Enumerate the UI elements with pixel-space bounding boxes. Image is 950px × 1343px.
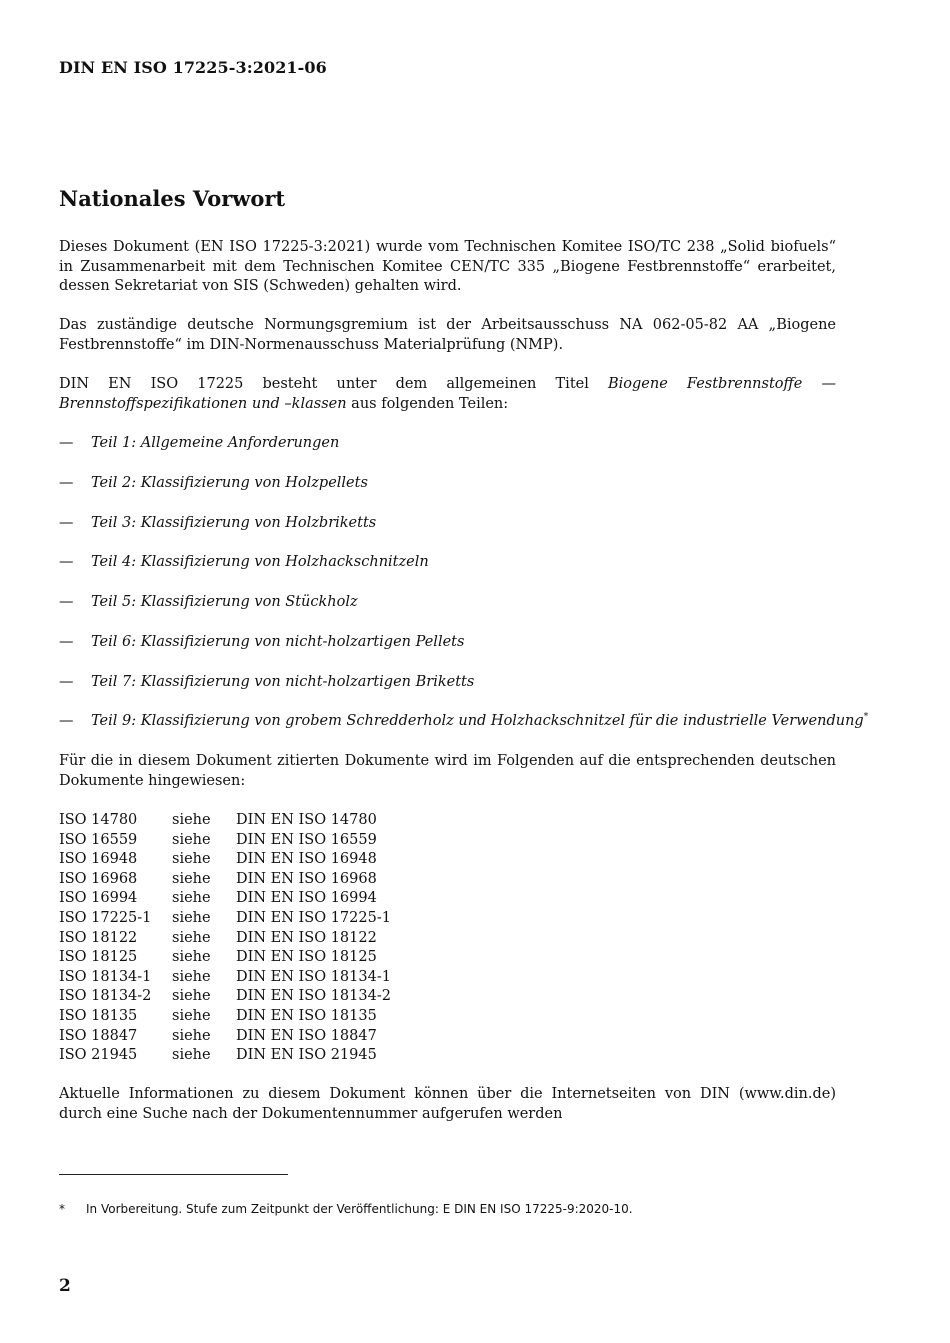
document-body	[59, 238, 869, 1124]
table-row	[59, 1046, 391, 1066]
reference-table	[59, 811, 391, 1066]
table-row	[59, 850, 391, 870]
din-number: DIN EN ISO 18135	[236, 1007, 377, 1024]
see-label: siehe	[172, 1007, 211, 1024]
table-row	[59, 811, 391, 831]
din-number: DIN EN ISO 16968	[236, 870, 377, 887]
iso-number: ISO 16968	[59, 870, 138, 887]
see-label: siehe	[172, 909, 211, 926]
table-row	[59, 948, 391, 968]
iso-number: ISO 18122	[59, 929, 138, 946]
parts-list	[59, 434, 869, 732]
din-number: DIN EN ISO 21945	[236, 1047, 377, 1064]
parts-intro-title: Biogene Festbrennstoffe — Brennstoffspezifikationen und –klassen	[59, 376, 836, 412]
parts-intro-text: DIN EN ISO 17225 besteht unter dem allgemeinen Titel	[59, 376, 608, 393]
part-title	[91, 712, 868, 732]
see-label: siehe	[172, 949, 211, 966]
list-item	[59, 474, 836, 494]
table-row	[59, 1027, 391, 1047]
see-label: siehe	[172, 968, 211, 985]
see-label: siehe	[172, 851, 211, 868]
footnote-reference: *	[863, 712, 869, 723]
reference-table-body	[59, 811, 391, 1066]
see-label: siehe	[172, 811, 211, 828]
list-item	[59, 633, 836, 653]
din-number: DIN EN ISO 18122	[236, 929, 377, 946]
paragraph-committee: Dieses Dokument (EN ISO 17225-3:2021) wurde vom Technischen Komitee ISO/TC 238 „Solid biofuels“ in Zusammenarbeit mit dem Technischen Komitee CEN/TC 335 „Biogene Festbrennstoffe“ erarbeitet, dessen Sekretariat von SIS (Schweden) gehalten wird.	[59, 239, 836, 295]
see-label: siehe	[172, 870, 211, 887]
dash-bullet: —	[59, 633, 74, 650]
footnote-text: In Vorbereitung. Stufe zum Zeitpunkt der Veröffentlichung: E DIN EN ISO 17225-9:2020-10.	[86, 1202, 633, 1216]
iso-number: ISO 18134-2	[59, 988, 152, 1005]
iso-number: ISO 18135	[59, 1007, 138, 1024]
see-label: siehe	[172, 929, 211, 946]
iso-number: ISO 18125	[59, 949, 138, 966]
dash-bullet: —	[59, 434, 74, 451]
paragraph-parts-intro	[59, 375, 836, 414]
footnote	[59, 1202, 633, 1216]
see-label: siehe	[172, 1027, 211, 1044]
din-number: DIN EN ISO 18125	[236, 949, 377, 966]
part-title: Teil 1: Allgemeine Anforderungen	[91, 434, 340, 451]
iso-number: ISO 18134-1	[59, 968, 152, 985]
iso-number: ISO 17225-1	[59, 909, 152, 926]
din-number: DIN EN ISO 18134-2	[236, 988, 391, 1005]
see-label: siehe	[172, 988, 211, 1005]
dash-bullet: —	[59, 713, 74, 730]
list-item	[59, 434, 836, 454]
table-row	[59, 1007, 391, 1027]
part-title: Teil 2: Klassifizierung von Holzpellets	[91, 474, 368, 491]
part-title-text: Teil 9: Klassifizierung von grobem Schredderholz und Holzhackschnitzel für die industrielle Verwendung	[91, 713, 864, 730]
din-number: DIN EN ISO 16948	[236, 851, 377, 868]
table-row	[59, 987, 391, 1007]
dash-bullet: —	[59, 514, 74, 531]
din-number: DIN EN ISO 16994	[236, 890, 377, 907]
list-item	[59, 712, 869, 732]
iso-number: ISO 18847	[59, 1027, 138, 1044]
dash-bullet: —	[59, 673, 74, 690]
see-label: siehe	[172, 831, 211, 848]
document-id-header: DIN EN ISO 17225-3:2021-06	[59, 58, 327, 77]
part-title: Teil 4: Klassifizierung von Holzhackschnitzeln	[91, 554, 429, 571]
iso-number: ISO 16559	[59, 831, 138, 848]
paragraph-din-info: Aktuelle Informationen zu diesem Dokument können über die Internetseiten von DIN (www.din.de) durch eine Suche nach der Dokumentennummer aufgerufen werden	[59, 1086, 836, 1122]
footnote-divider	[59, 1174, 288, 1175]
list-item	[59, 593, 836, 613]
see-label: siehe	[172, 1047, 211, 1064]
din-number: DIN EN ISO 14780	[236, 811, 377, 828]
parts-intro-tail: aus folgenden Teilen:	[346, 395, 509, 412]
section-title: Nationales Vorwort	[59, 186, 286, 211]
table-row	[59, 870, 391, 890]
list-item	[59, 514, 836, 534]
paragraph-standards-body: Das zuständige deutsche Normungsgremium ist der Arbeitsausschuss NA 062-05-82 AA „Biogene Festbrennstoffe“ im DIN-Normenausschuss Materialprüfung (NMP).	[59, 317, 836, 353]
part-title: Teil 5: Klassifizierung von Stückholz	[91, 594, 358, 611]
table-row	[59, 889, 391, 909]
table-row	[59, 831, 391, 851]
dash-bullet: —	[59, 594, 74, 611]
dash-bullet: —	[59, 474, 74, 491]
table-row	[59, 909, 391, 929]
part-title: Teil 7: Klassifizierung von nicht-holzartigen Briketts	[91, 673, 475, 690]
iso-number: ISO 16948	[59, 851, 138, 868]
din-number: DIN EN ISO 18134-1	[236, 968, 391, 985]
din-number: DIN EN ISO 17225-1	[236, 909, 391, 926]
iso-number: ISO 21945	[59, 1047, 138, 1064]
list-item	[59, 553, 836, 573]
page-number: 2	[59, 1276, 71, 1296]
iso-number: ISO 14780	[59, 811, 138, 828]
see-label: siehe	[172, 890, 211, 907]
din-number: DIN EN ISO 16559	[236, 831, 377, 848]
paragraph-references-intro: Für die in diesem Dokument zitierten Dokumente wird im Folgenden auf die entsprechenden deutschen Dokumente hingewiesen:	[59, 753, 836, 789]
dash-bullet: —	[59, 554, 74, 571]
table-row	[59, 968, 391, 988]
part-title: Teil 3: Klassifizierung von Holzbriketts	[91, 514, 377, 531]
table-row	[59, 929, 391, 949]
list-item	[59, 673, 836, 693]
footnote-mark: *	[59, 1202, 65, 1216]
iso-number: ISO 16994	[59, 890, 138, 907]
din-number: DIN EN ISO 18847	[236, 1027, 377, 1044]
part-title: Teil 6: Klassifizierung von nicht-holzartigen Pellets	[91, 633, 465, 650]
